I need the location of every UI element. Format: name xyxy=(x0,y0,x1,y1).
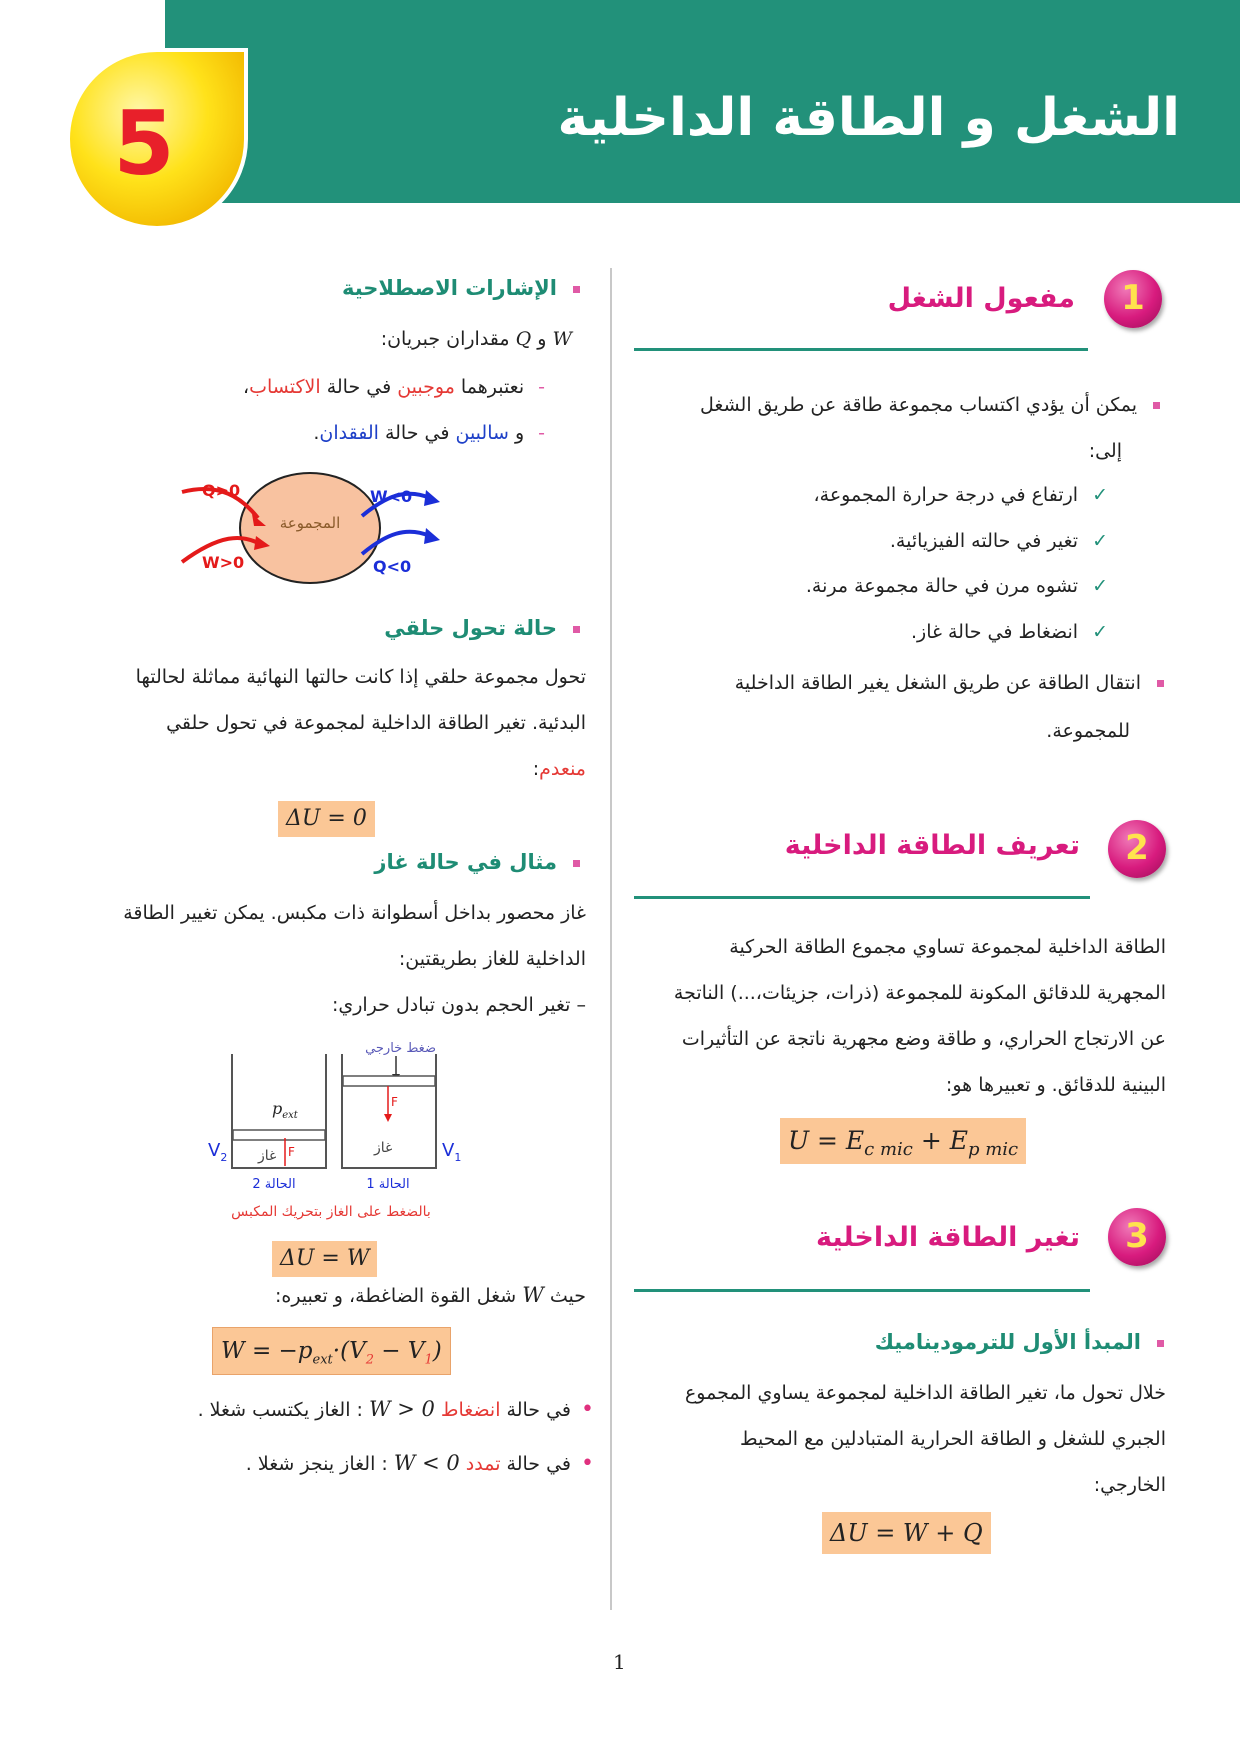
svg-text:F: F xyxy=(288,1145,295,1159)
svg-text:F: F xyxy=(391,1095,398,1109)
gas-line: الداخلية للغاز بطريقتين: xyxy=(398,948,586,970)
gas-label-state2: غاز xyxy=(258,1148,277,1164)
section1-transfer: انتقال الطاقة عن طريق الشغل يغير الطاقة الداخلية xyxy=(735,660,1164,706)
gas-line: – تغير الحجم بدون تبادل حراري: xyxy=(331,994,586,1016)
square-bullet-icon xyxy=(1157,680,1164,687)
compression-case: •في حالة انضغاط W > 0 : الغاز يكتسب شغلا . xyxy=(197,1397,594,1422)
section3-rule xyxy=(634,1289,1090,1292)
column-divider xyxy=(610,268,612,1610)
work-definition: حيث W شغل القوة الضاغطة، و تعبيره: xyxy=(274,1283,586,1307)
chapter-badge xyxy=(62,44,252,234)
section3-line: الخارجي: xyxy=(1093,1474,1166,1496)
section2-rule xyxy=(634,896,1090,899)
section2-title: تعريف الطاقة الداخلية xyxy=(784,830,1080,861)
section3-title: تغير الطاقة الداخلية xyxy=(815,1222,1080,1253)
formula-work: $W = -p_{ext}\cdot(V_2 - V_1)$ xyxy=(212,1327,451,1375)
expansion-case: •في حالة تمدد W < 0 : الغاز ينجز شغلا . xyxy=(245,1451,594,1476)
section2-number-badge: 2 xyxy=(1108,820,1166,878)
state2-label: الحالة 2 xyxy=(252,1177,296,1192)
section3-line: خلال تحول ما، تغير الطاقة الداخلية لمجموعة يساوي المجموع xyxy=(684,1382,1166,1404)
cycle-line: منعدم: xyxy=(532,758,586,780)
signs-intro: W و Q مقداران جبريان: xyxy=(380,328,572,350)
section3-number-badge: 3 xyxy=(1108,1208,1166,1266)
section2-line: البينية للدقائق. و تعبيرها هو: xyxy=(945,1074,1166,1096)
check-icon: ✓ xyxy=(1092,530,1108,552)
section1-number-badge: 1 xyxy=(1104,270,1162,328)
signs-positive: -نعتبرهما موجبين في حالة الاكتساب، xyxy=(242,376,545,398)
section1-transfer-cont: للمجموعة. xyxy=(1046,720,1130,742)
section2-line: الطاقة الداخلية لمجموعة تساوي مجموع الطاقة الحركية xyxy=(729,936,1166,958)
section1-rule xyxy=(634,348,1088,351)
w-out-label: W<0 xyxy=(370,487,413,506)
section1-intro: يمكن أن يؤدي اكتساب مجموعة طاقة عن طريق الشغل xyxy=(700,382,1160,428)
formula-internal-energy: $U = E_{c mic} + E_{p mic}$ xyxy=(780,1118,1026,1164)
piston-figure xyxy=(200,1034,470,1196)
signs-negative: -و سالبين في حالة الفقدان. xyxy=(313,422,545,444)
page-number: 1 xyxy=(613,1650,626,1674)
cycle-subhead: حالة تحول حلقي xyxy=(384,616,580,640)
check-item: ✓تغير في حالته الفيزيائية. xyxy=(889,530,1108,552)
check-item: ✓انضغاط في حالة غاز. xyxy=(911,621,1108,643)
square-bullet-icon xyxy=(1157,1340,1164,1347)
signs-subhead: الإشارات الاصطلاحية xyxy=(342,276,580,300)
piston-state2 xyxy=(233,1130,325,1140)
bullet-dot-icon: • xyxy=(581,1451,594,1476)
q-out-label: Q<0 xyxy=(373,557,412,576)
check-icon: ✓ xyxy=(1092,621,1108,643)
figure-caption: بالضغط على الغاز بتحريك المكبس xyxy=(231,1204,431,1220)
q-in-label: Q>0 xyxy=(202,481,241,500)
gas-subhead: مثال في حالة غاز xyxy=(374,850,580,874)
w-in-label: W>0 xyxy=(202,553,245,572)
square-bullet-icon xyxy=(1153,402,1160,409)
chapter-number: 5 xyxy=(113,92,175,195)
section1-title: مفعول الشغل xyxy=(887,283,1075,314)
cycle-line: البدئية. تغير الطاقة الداخلية لمجموعة في تحول حلقي xyxy=(166,712,586,734)
p-ext-label: $p_{ext}$ xyxy=(272,1099,298,1121)
system-label: المجموعة xyxy=(279,514,341,532)
section2-line: عن الارتجاج الحراري، و طاقة وضع مجهرية ناتجة عن التأثيرات xyxy=(681,1028,1166,1050)
cycle-line: تحول مجموعة حلقي إذا كانت حالتها النهائية مماثلة لحالتها xyxy=(135,666,586,688)
piston-state1 xyxy=(343,1076,435,1086)
gas-label-state1: غاز xyxy=(374,1140,393,1156)
state1-label: الحالة 1 xyxy=(366,1177,410,1192)
square-bullet-icon xyxy=(573,860,580,867)
check-item: ✓تشوه مرن في حالة مجموعة مرنة. xyxy=(805,575,1108,597)
v2-label: $V_2$ xyxy=(208,1140,228,1164)
bullet-dot-icon: • xyxy=(581,1397,594,1422)
chapter-title: الشغل و الطاقة الداخلية xyxy=(557,88,1180,148)
check-icon: ✓ xyxy=(1092,575,1108,597)
check-icon: ✓ xyxy=(1092,484,1108,506)
square-bullet-icon xyxy=(573,286,580,293)
section1-intro-cont: إلى: xyxy=(1088,440,1122,462)
formula-cycle: ΔU = 0 xyxy=(278,801,375,837)
sign-convention-diagram xyxy=(180,470,450,586)
formula-first-law: ΔU = W + Q xyxy=(822,1512,991,1554)
square-bullet-icon xyxy=(573,626,580,633)
check-item: ✓ارتفاع في درجة حرارة المجموعة، xyxy=(813,484,1108,506)
section3-subhead: المبدأ الأول للترموديناميك xyxy=(875,1330,1164,1354)
formula-du-w: ΔU = W xyxy=(272,1241,377,1277)
v1-label: $V_1$ xyxy=(442,1140,462,1164)
section2-line: المجهرية للدقائق المكونة للمجموعة (ذرات، جزيئات،...) الناتجة xyxy=(673,982,1166,1004)
external-pressure-label: ضغط خارجي xyxy=(365,1041,436,1056)
section3-line: الجبري للشغل و الطاقة الحرارية المتبادلين مع المحيط xyxy=(739,1428,1166,1450)
gas-line: غاز محصور بداخل أسطوانة ذات مكبس. يمكن تغيير الطاقة xyxy=(123,902,586,924)
